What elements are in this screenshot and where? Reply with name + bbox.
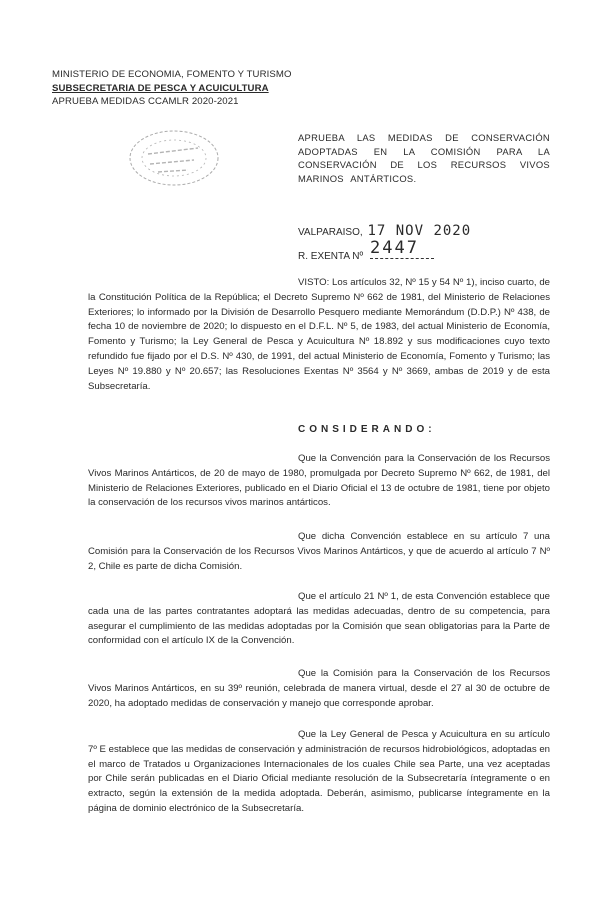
considerando-heading: CONSIDERANDO: [298, 424, 436, 435]
resolution-number: 2447 [370, 238, 419, 258]
considerando-5: Que la Ley General de Pesca y Acuicultura en su artículo 7º E establece que las medidas de conservación y administración de recursos hidrobiológicos, adoptadas en el marco de Tratados u Organizaciones Internacionales de los cuales Chile sea Parte, una vez aceptadas por Chile serán publicadas en el Diario Oficial mediante resolución de la Subsecretaría íntegramente o en extracto, según la extensión de la medida adoptada. Deberán, asimismo, publicarse íntegramente en la página de dominio electrónico de la Subsecretaría. [88, 729, 550, 814]
considerando-1: Que la Convención para la Conservación de los Recursos Vivos Marinos Antárticos, de 20 de mayo de 1980, promulgada por Decreto Supremo Nº 662, de 1981, del Ministerio de Relaciones Exteriores, publicado en el Diario Oficial el 13 de octubre de 1981, tiene por objeto la conservación de los recursos vivos marinos antárticos. [88, 453, 550, 509]
considerando-4: Que la Comisión para la Conservación de los Recursos Vivos Marinos Antárticos, en su 39º reunión, celebrada de manera virtual, desde el 27 al 30 de octubre de 2020, ha adoptado medidas de conservación y manejo que corresponde aprobar. [88, 668, 550, 709]
ministry-name: MINISTERIO DE ECONOMIA, FOMENTO Y TURISMO [52, 69, 292, 80]
subsecretaria-name: SUBSECRETARIA DE PESCA Y ACUICULTURA [52, 82, 269, 94]
considerando-3: Que el artículo 21 Nº 1, de esta Convención establece que cada una de las partes contratantes adoptará las medidas adecuadas, dentro de su competencia, para asegurar el cumplimiento de las medidas adoptadas por la Comisión que sean obligatorias para la Parte de conformidad con el artículo IX de la Convención. [88, 591, 550, 647]
place-date-line [298, 223, 471, 239]
visto-paragraph: VISTO: Los artículos 32, Nº 15 y 54 Nº 1), inciso cuarto, de la Constitución Política de la República; el Decreto Supremo Nº 662 de 1981, del Ministerio de Relaciones Exteriores; lo informado por la División de Desarrollo Pesquero mediante Memorándum (D.D.P.) Nº 438, de fecha 10 de noviembre de 2020; lo dispuesto en el D.F.L. Nº 5, de 1983, del actual Ministerio de Economía, Fomento y Turismo; la Ley General de Pesca y Acuicultura Nº 18.892 y sus modificaciones cuyo texto refundido fue fijado por el D.S. Nº 430, de 1991, del actual Ministerio de Economía, Fomento y Turismo; las Leyes Nº 19.880 y Nº 20.657; las Resoluciones Exentas Nº 3564 y Nº 3669, ambas de 2019 y de esta Subsecretaría. [88, 277, 550, 392]
considerando-2: Que dicha Convención establece en su artículo 7 una Comisión para la Conservación de los Recursos Vivos Marinos Antárticos, y que de acuerdo al artículo 7 Nº 2, Chile es parte de dicha Comisión. [88, 531, 550, 572]
resolution-number-line [298, 238, 434, 262]
resolution-date: 17 NOV 2020 [367, 223, 472, 239]
office-stamp [128, 128, 220, 188]
number-underline [370, 258, 434, 259]
resolution-summary: APRUEBA LAS MEDIDAS DE CONSERVACIÓN ADOPTADAS EN LA COMISIÓN PARA LA CONSERVACIÓN DE LOS RECURSOS VIVOS MARINOS ANTÁRTICOS. [298, 132, 550, 184]
resolution-label: R. EXENTA Nº [298, 251, 364, 262]
place-label: VALPARAISO, [298, 227, 363, 238]
resolution-subject: APRUEBA MEDIDAS CCAMLR 2020-2021 [52, 96, 239, 107]
letterhead [52, 68, 292, 109]
